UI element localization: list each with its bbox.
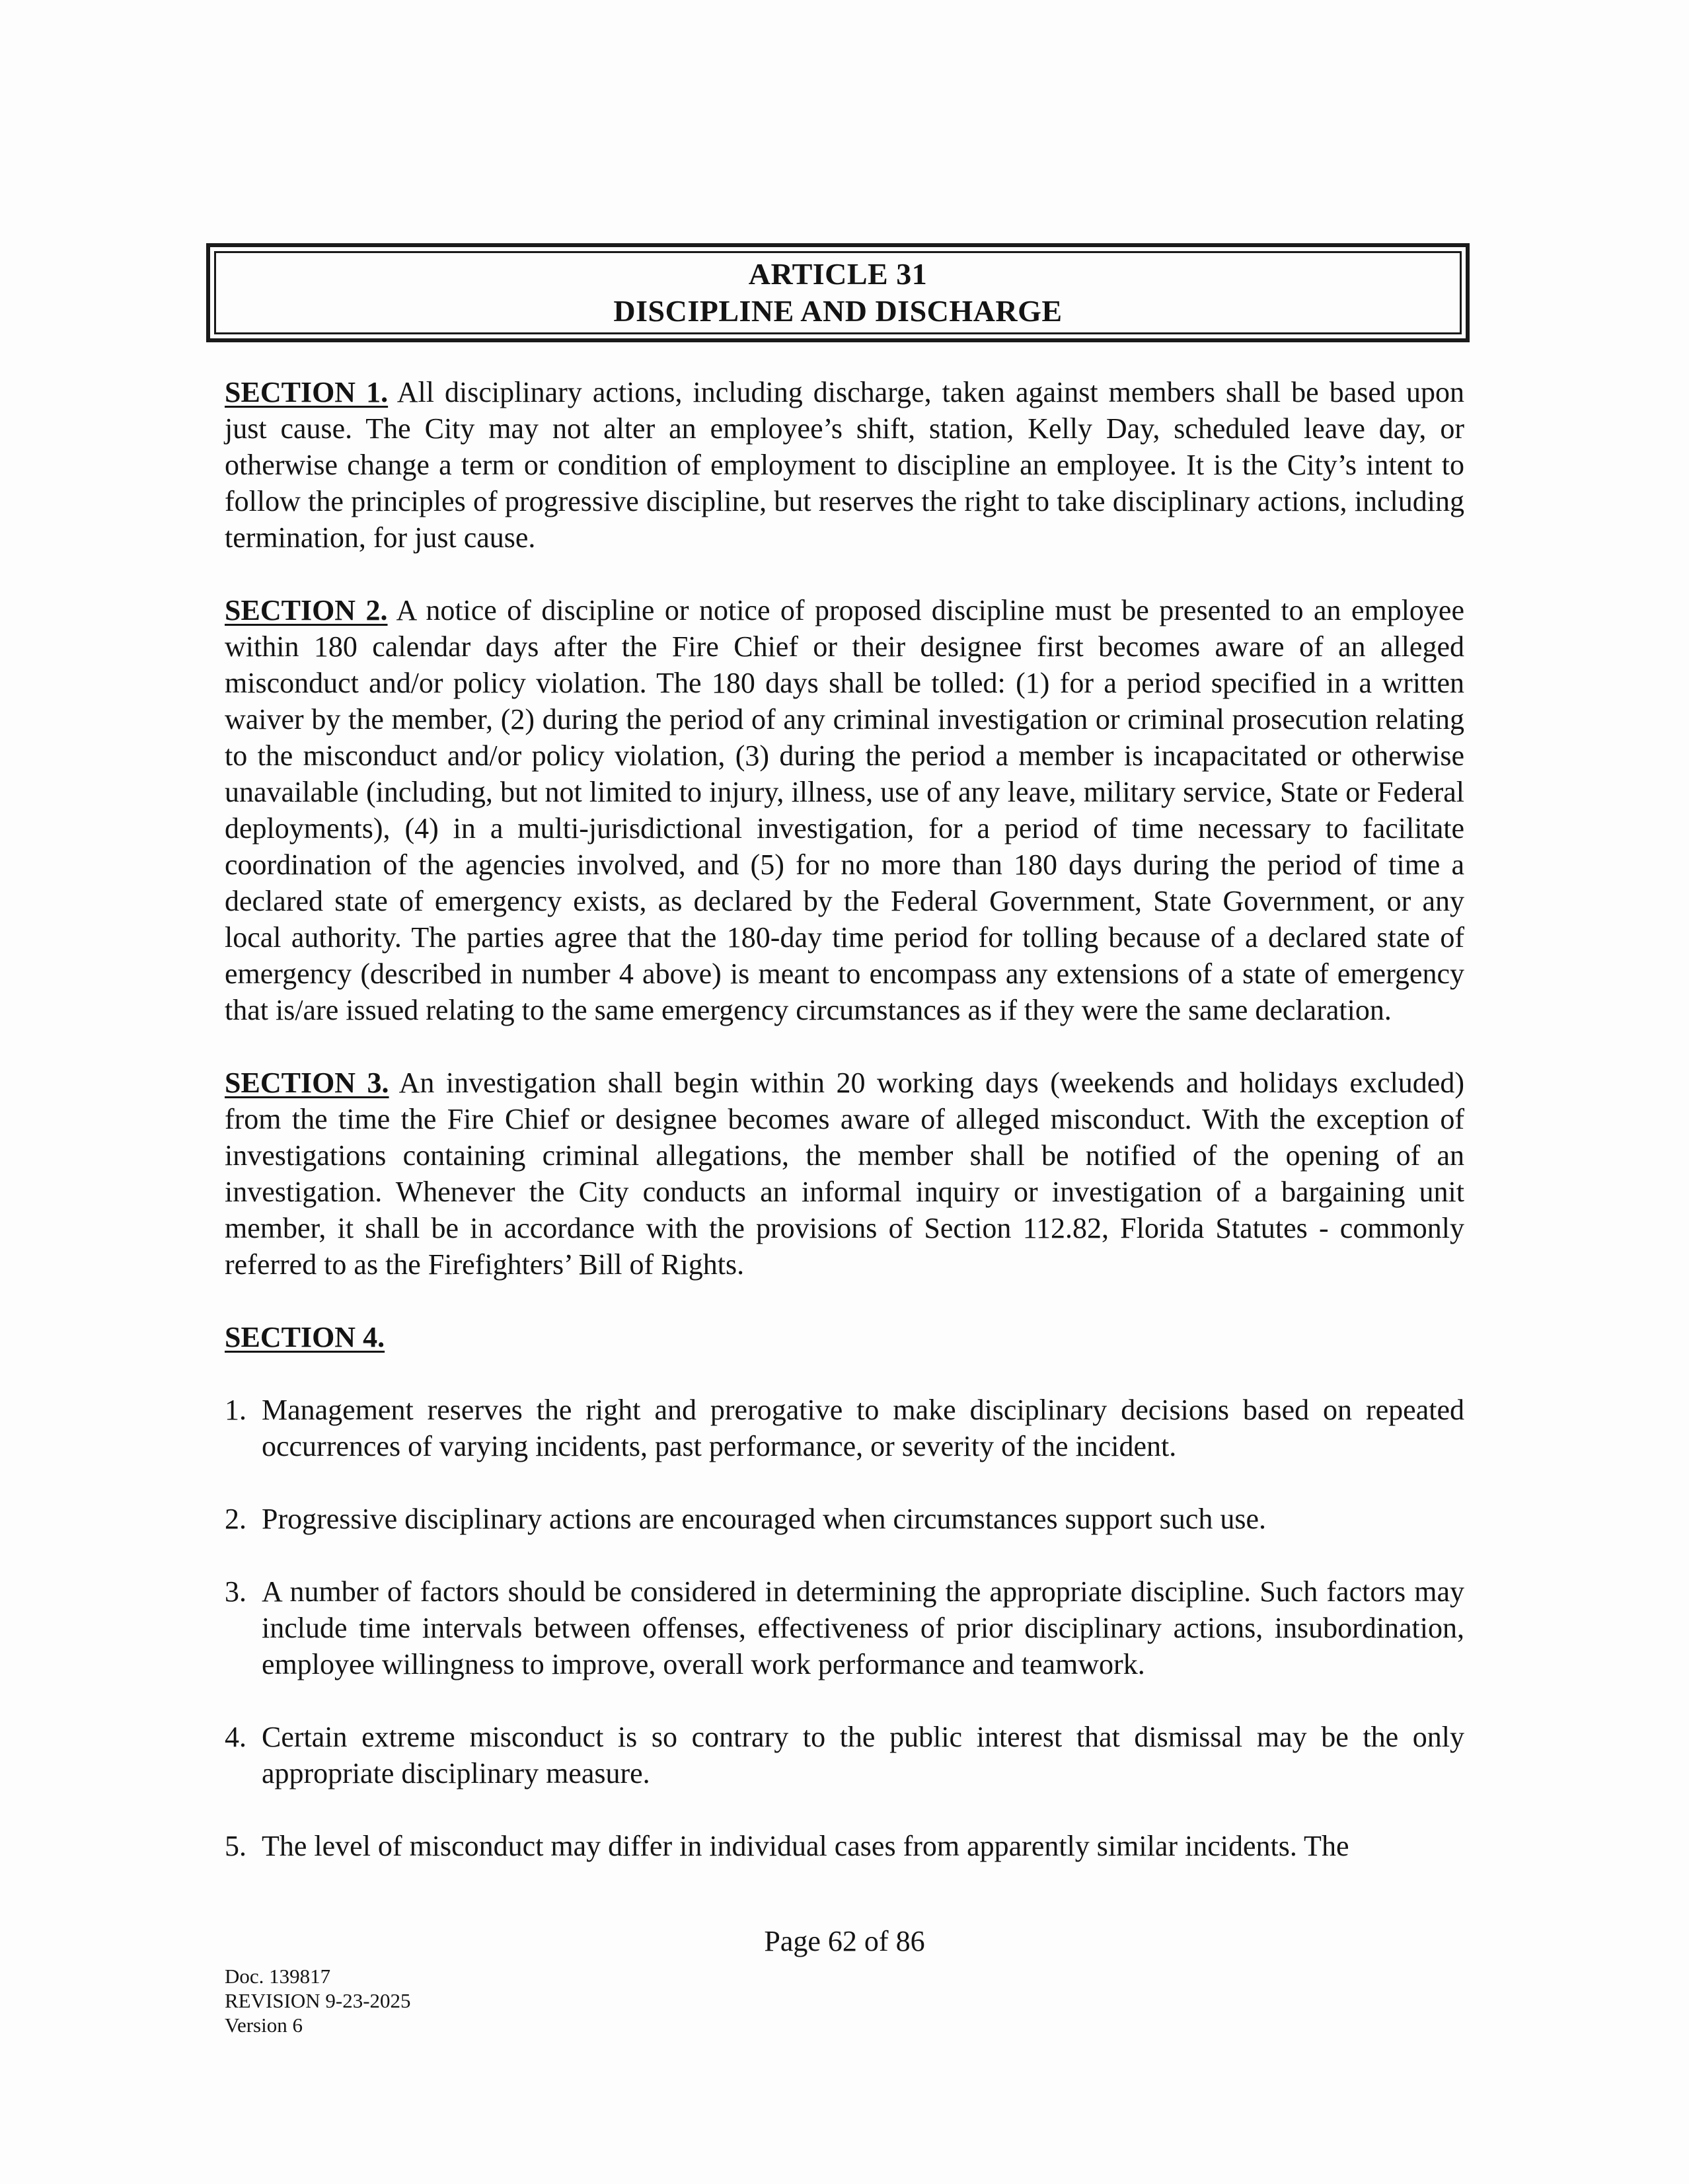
- list-item: [225, 1501, 1464, 1537]
- section-4-heading-row: [225, 1319, 1464, 1355]
- list-item: [225, 1828, 1464, 1864]
- section-1-text: All disciplinary actions, including discharge, taken against members shall be based upon just cause. The City may not alter an employee’s shift, station, Kelly Day, scheduled leave day, or otherwise change a term or condition of employment to discipline an employee. It is the City’s intent to follow the principles of progressive discipline, but reserves the right to take disciplinary actions, including termination, for just cause.: [225, 376, 1464, 554]
- section-4-heading: SECTION 4.: [225, 1321, 385, 1353]
- section-2-text: A notice of discipline or notice of proposed discipline must be presented to an employee within 180 calendar days after the Fire Chief or their designee first becomes aware of an alleged misconduct and/or policy violation. The 180 days shall be tolled: (1) for a period specified in a written waiver by the member, (2) during the period of any criminal investigation or criminal prosecution relating to the misconduct and/or policy violation, (3) during the period a member is incapacitated or otherwise unavailable (including, but not limited to injury, illness, use of any leave, military service, State or Federal deployments), (4) in a multi-jurisdictional investigation, for a period of time necessary to facilitate coordination of the agencies involved, and (5) for no more than 180 days during the period of time a declared state of emergency exists, as declared by the Federal Government, State Government, or any local authority. The parties agree that the 180-day time period for tolling because of a declared state of emergency (described in number 4 above) is meant to encompass any extensions of a state of emergency that is/are issued relating to the same emergency circumstances as if they were the same declaration.: [225, 594, 1464, 1026]
- document-number: Doc. 139817: [225, 1965, 331, 1988]
- list-item-number: 5.: [225, 1830, 246, 1862]
- list-item-text: Management reserves the right and prerogative to make disciplinary decisions based on repeated occurrences of varying incidents, past performance, or severity of the incident.: [262, 1394, 1464, 1462]
- list-item-text: A number of factors should be considered in determining the appropriate discipline. Such factors may include time intervals between offenses, effectiveness of prior disciplinary actions, insubordination, employee willingness to improve, overall work performance and teamwork.: [262, 1575, 1464, 1680]
- document-info: [225, 1964, 411, 2037]
- article-title-box: [206, 243, 1470, 342]
- section-4-list: [225, 1392, 1464, 1864]
- document-version: Version 6: [225, 2014, 303, 2037]
- list-item-text: Progressive disciplinary actions are encouraged when circumstances support such use.: [262, 1503, 1266, 1535]
- section-3-heading: SECTION 3.: [225, 1067, 389, 1099]
- list-item: [225, 1392, 1464, 1464]
- list-item: [225, 1719, 1464, 1791]
- list-item-number: 1.: [225, 1394, 246, 1426]
- list-item-text: The level of misconduct may differ in individual cases from apparently similar incidents. The: [262, 1830, 1349, 1862]
- list-item-number: 3.: [225, 1575, 246, 1608]
- document-body: [225, 374, 1464, 1901]
- article-title: DISCIPLINE AND DISCHARGE: [613, 294, 1063, 328]
- section-2-heading: SECTION 2.: [225, 594, 388, 626]
- list-item: [225, 1573, 1464, 1682]
- section-1-heading: SECTION 1.: [225, 376, 389, 408]
- list-item-number: 4.: [225, 1721, 246, 1753]
- article-title-inner-border: [214, 251, 1462, 334]
- document-revision: REVISION 9-23-2025: [225, 1989, 411, 2012]
- page-number: Page 62 of 86: [764, 1925, 925, 1957]
- section-1-paragraph: [225, 374, 1464, 556]
- section-3-paragraph: [225, 1065, 1464, 1283]
- section-3-text: An investigation shall begin within 20 working days (weekends and holidays excluded) from the time the Fire Chief or designee becomes aware of alleged misconduct. With the exception of investigations containing criminal allegations, the member shall be notified of the opening of an investigation. Whenever the City conducts an informal inquiry or investigation of a bargaining unit member, it shall be in accordance with the provisions of Section 112.82, Florida Statutes - commonly referred to as the Firefighters’ Bill of Rights.: [225, 1067, 1464, 1281]
- article-number: ARTICLE 31: [748, 257, 928, 291]
- section-2-paragraph: [225, 592, 1464, 1028]
- list-item-number: 2.: [225, 1503, 246, 1535]
- list-item-text: Certain extreme misconduct is so contrary to the public interest that dismissal may be the only appropriate disciplinary measure.: [262, 1721, 1464, 1789]
